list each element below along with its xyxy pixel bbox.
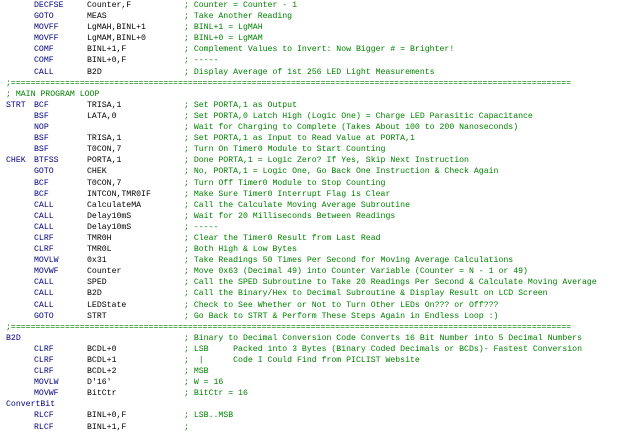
code-line[interactable] bbox=[0, 311, 620, 322]
instruction-mnemonic: GOTO bbox=[34, 311, 54, 321]
code-line[interactable] bbox=[0, 155, 620, 166]
instruction-operand: Counter,F bbox=[87, 1, 132, 10]
instruction-operand: BCDL+0 bbox=[87, 344, 117, 354]
code-line[interactable] bbox=[0, 344, 620, 355]
code-comment: ; Clear the Timer0 Result from Last Read bbox=[184, 233, 381, 243]
instruction-operand: BCDL+1 bbox=[87, 356, 117, 365]
code-line[interactable] bbox=[0, 322, 620, 333]
code-line[interactable] bbox=[0, 410, 620, 421]
instruction-mnemonic: CALL bbox=[34, 200, 54, 210]
instruction-mnemonic: BCF bbox=[34, 178, 49, 188]
instruction-mnemonic: CLRF bbox=[34, 245, 54, 255]
instruction-operand: BINL+0,F bbox=[87, 56, 127, 66]
instruction-mnemonic: NOP bbox=[34, 123, 49, 133]
code-comment: ; Call the Binary/Hex to Decimal Subroutine & Display Result on LCD Screen bbox=[184, 289, 548, 299]
code-comment: ; ----- bbox=[184, 56, 219, 66]
code-comment: ; W = 16 bbox=[184, 378, 224, 388]
code-comment: ; Binary to Decimal Conversion Code Converts 16 Bit Number into 5 Decimal Numbers bbox=[184, 333, 582, 343]
code-label: B2D bbox=[6, 333, 21, 343]
instruction-operand: B2D bbox=[87, 67, 102, 77]
instruction-operand: TMR0L bbox=[87, 245, 112, 255]
instruction-operand: T0CON,7 bbox=[87, 145, 122, 155]
code-comment: ; ----- bbox=[184, 222, 219, 232]
instruction-mnemonic: BTFSS bbox=[34, 156, 59, 166]
code-comment: ; LSB..MSB bbox=[184, 411, 234, 421]
code-comment: ; Wait for 20 Milliseconds Between Readings bbox=[184, 211, 396, 221]
code-line[interactable] bbox=[0, 55, 620, 66]
instruction-operand: Counter bbox=[87, 267, 122, 277]
code-line[interactable] bbox=[0, 11, 620, 22]
section-comment: ; MAIN PROGRAM LOOP bbox=[6, 89, 100, 99]
instruction-mnemonic: CLRF bbox=[34, 344, 54, 354]
instruction-operand: BitCtr bbox=[87, 389, 117, 399]
code-comment: ; Set PORTA,0 Latch High (Logic One) = Charge LED Parasitic Capacitance bbox=[184, 111, 533, 121]
instruction-mnemonic: BCF bbox=[34, 100, 49, 110]
code-comment: ; Both High & Low Bytes bbox=[184, 245, 298, 255]
instruction-mnemonic: MOVWF bbox=[34, 267, 59, 277]
instruction-mnemonic: MOVWF bbox=[34, 389, 59, 399]
code-line[interactable] bbox=[0, 67, 620, 78]
instruction-operand: Delay10mS bbox=[87, 211, 132, 221]
code-label: STRT bbox=[6, 100, 26, 110]
instruction-operand: TRISA,1 bbox=[87, 100, 122, 110]
instruction-mnemonic: MOVLW bbox=[34, 378, 59, 388]
instruction-mnemonic: COMF bbox=[34, 45, 54, 55]
instruction-mnemonic: MOVFF bbox=[34, 34, 59, 44]
code-line[interactable] bbox=[0, 388, 620, 399]
code-comment: ; BINL+0 = LgMAM bbox=[184, 34, 263, 44]
code-line[interactable] bbox=[0, 200, 620, 211]
instruction-mnemonic: BSF bbox=[34, 134, 49, 144]
code-comment: ; MSB bbox=[184, 367, 209, 377]
code-line[interactable] bbox=[0, 233, 620, 244]
code-line[interactable] bbox=[0, 100, 620, 111]
instruction-operand: BCDL+2 bbox=[87, 367, 117, 377]
instruction-operand: Delay10mS bbox=[87, 222, 132, 232]
code-comment: ; Make Sure Timer0 Interrupt Flag is Clear bbox=[184, 189, 391, 199]
instruction-mnemonic: CLRF bbox=[34, 356, 54, 365]
instruction-operand: CalculateMA bbox=[87, 200, 142, 210]
instruction-operand: T0CON,7 bbox=[87, 178, 122, 188]
code-comment: ; BINL+1 = LgMAH bbox=[184, 23, 263, 33]
code-comment: ; Wait for Charging to Complete (Takes About 100 to 200 Nanoseconds) bbox=[184, 123, 519, 133]
code-comment: ; Set PORTA,1 as Input to Read Value at PORTA,1 bbox=[184, 134, 415, 144]
code-line[interactable] bbox=[0, 211, 620, 222]
instruction-mnemonic: BCF bbox=[34, 189, 49, 199]
instruction-operand: LEDState bbox=[87, 300, 127, 310]
code-comment: ; LSB Packed into 3 Bytes (Binary Coded Decimals or BCDs)- Fastest Conversion bbox=[184, 344, 582, 354]
code-comment: ; Set PORTA,1 as Output bbox=[184, 100, 298, 110]
code-line[interactable] bbox=[0, 366, 620, 377]
code-line[interactable] bbox=[0, 266, 620, 277]
instruction-mnemonic: BSF bbox=[34, 111, 49, 121]
code-line[interactable] bbox=[0, 33, 620, 44]
instruction-mnemonic: CALL bbox=[34, 211, 54, 221]
code-comment: ; Counter = Counter - 1 bbox=[184, 1, 298, 10]
code-line[interactable] bbox=[0, 255, 620, 266]
code-line[interactable] bbox=[0, 0, 620, 11]
code-line[interactable] bbox=[0, 166, 620, 177]
code-line[interactable] bbox=[0, 133, 620, 144]
instruction-mnemonic: BSF bbox=[34, 145, 49, 155]
instruction-mnemonic: CALL bbox=[34, 278, 54, 288]
separator-comment: ;================================================================================================================== bbox=[6, 78, 572, 88]
instruction-mnemonic: CLRF bbox=[34, 233, 54, 243]
instruction-operand: MEAS bbox=[87, 12, 107, 22]
instruction-mnemonic: GOTO bbox=[34, 12, 54, 22]
code-comment: ; Display Average of 1st 256 LED Light Measurements bbox=[184, 67, 435, 77]
code-comment: ; Complement Values to Invert: Now Bigger # = Brighter! bbox=[184, 45, 455, 55]
instruction-operand: TRISA,1 bbox=[87, 134, 122, 144]
instruction-operand: TMR0H bbox=[87, 233, 112, 243]
code-line[interactable] bbox=[0, 244, 620, 255]
code-line[interactable] bbox=[0, 377, 620, 388]
instruction-mnemonic: MOVLW bbox=[34, 256, 59, 266]
instruction-mnemonic: DECFSE bbox=[34, 1, 64, 10]
instruction-operand: BINL+1,F bbox=[87, 422, 127, 432]
code-label: CHEK bbox=[6, 156, 26, 166]
code-comment: ; Turn On Timer0 Module to Start Counting bbox=[184, 145, 386, 155]
code-line[interactable] bbox=[0, 222, 620, 233]
instruction-mnemonic: MOVFF bbox=[34, 23, 59, 33]
code-comment: ; Move 0x63 (Decimal 49) into Counter Variable (Counter = N - 1 or 49) bbox=[184, 267, 528, 277]
code-line[interactable] bbox=[0, 144, 620, 155]
instruction-mnemonic: GOTO bbox=[34, 167, 54, 177]
code-comment: ; Take Readings 50 Times Per Second for Moving Average Calculations bbox=[184, 256, 514, 266]
instruction-operand: BINL+1,F bbox=[87, 45, 127, 55]
instruction-operand: LATA,0 bbox=[87, 111, 117, 121]
instruction-operand: LgMAM,BINL+0 bbox=[87, 34, 146, 44]
instruction-mnemonic: CALL bbox=[34, 222, 54, 232]
instruction-operand: CHEK bbox=[87, 167, 107, 177]
code-comment: ; Done PORTA,1 = Logic Zero? If Yes, Skip Next Instruction bbox=[184, 156, 469, 166]
code-comment: ; BitCtr = 16 bbox=[184, 389, 248, 399]
instruction-mnemonic: RLCF bbox=[34, 411, 54, 421]
code-line[interactable] bbox=[0, 78, 620, 89]
instruction-operand: BINL+0,F bbox=[87, 411, 127, 421]
instruction-operand: SPED bbox=[87, 278, 107, 288]
code-line[interactable] bbox=[0, 44, 620, 55]
code-line[interactable] bbox=[0, 399, 620, 410]
code-comment: ; Take Another Reading bbox=[184, 12, 293, 22]
code-comment: ; Turn Off Timer0 Module to Stop Counting bbox=[184, 178, 386, 188]
code-line[interactable] bbox=[0, 422, 620, 433]
code-line[interactable] bbox=[0, 300, 620, 311]
instruction-mnemonic: CALL bbox=[34, 300, 54, 310]
code-line[interactable] bbox=[0, 89, 620, 100]
separator-comment: ;================================================================================================================== bbox=[6, 322, 572, 332]
instruction-operand: PORTA,1 bbox=[87, 156, 122, 166]
instruction-mnemonic: CALL bbox=[34, 289, 54, 299]
code-comment: ; | Code I Could Find from PICLIST Website bbox=[184, 356, 420, 365]
instruction-operand: LgMAH,BINL+1 bbox=[87, 23, 146, 33]
code-line[interactable] bbox=[0, 288, 620, 299]
code-line[interactable] bbox=[0, 22, 620, 33]
code-comment: ; Call the SPED Subroutine to Take 20 Readings Per Second & Calculate Moving Average bbox=[184, 278, 597, 288]
instruction-operand: D'16' bbox=[87, 378, 112, 388]
code-comment: ; Call the Calculate Moving Average Subroutine bbox=[184, 200, 411, 210]
code-line[interactable] bbox=[0, 189, 620, 200]
code-line[interactable] bbox=[0, 122, 620, 133]
instruction-operand: 0x31 bbox=[87, 256, 107, 266]
code-comment: ; Go Back to STRT & Perform These Steps Again in Endless Loop :) bbox=[184, 311, 499, 321]
code-line[interactable] bbox=[0, 333, 620, 344]
code-comment: ; No, PORTA,1 = Logic One, Go Back One Instruction & Check Again bbox=[184, 167, 499, 177]
code-label: ConvertBit bbox=[6, 400, 56, 410]
instruction-operand: STRT bbox=[87, 311, 107, 321]
instruction-mnemonic: CLRF bbox=[34, 367, 54, 377]
code-line[interactable] bbox=[0, 178, 620, 189]
code-line[interactable] bbox=[0, 355, 620, 366]
instruction-mnemonic: RLCF bbox=[34, 422, 54, 432]
code-line[interactable] bbox=[0, 111, 620, 122]
instruction-mnemonic: COMF bbox=[34, 56, 54, 66]
code-comment: ; bbox=[184, 422, 189, 432]
code-line[interactable] bbox=[0, 277, 620, 288]
code-comment: ; Check to See Whether or Not to Turn Other LEDs On??? or Off??? bbox=[184, 300, 499, 310]
instruction-operand: B2D bbox=[87, 289, 102, 299]
instruction-operand: INTCON,TMR0IF bbox=[87, 189, 151, 199]
instruction-mnemonic: CALL bbox=[34, 67, 54, 77]
